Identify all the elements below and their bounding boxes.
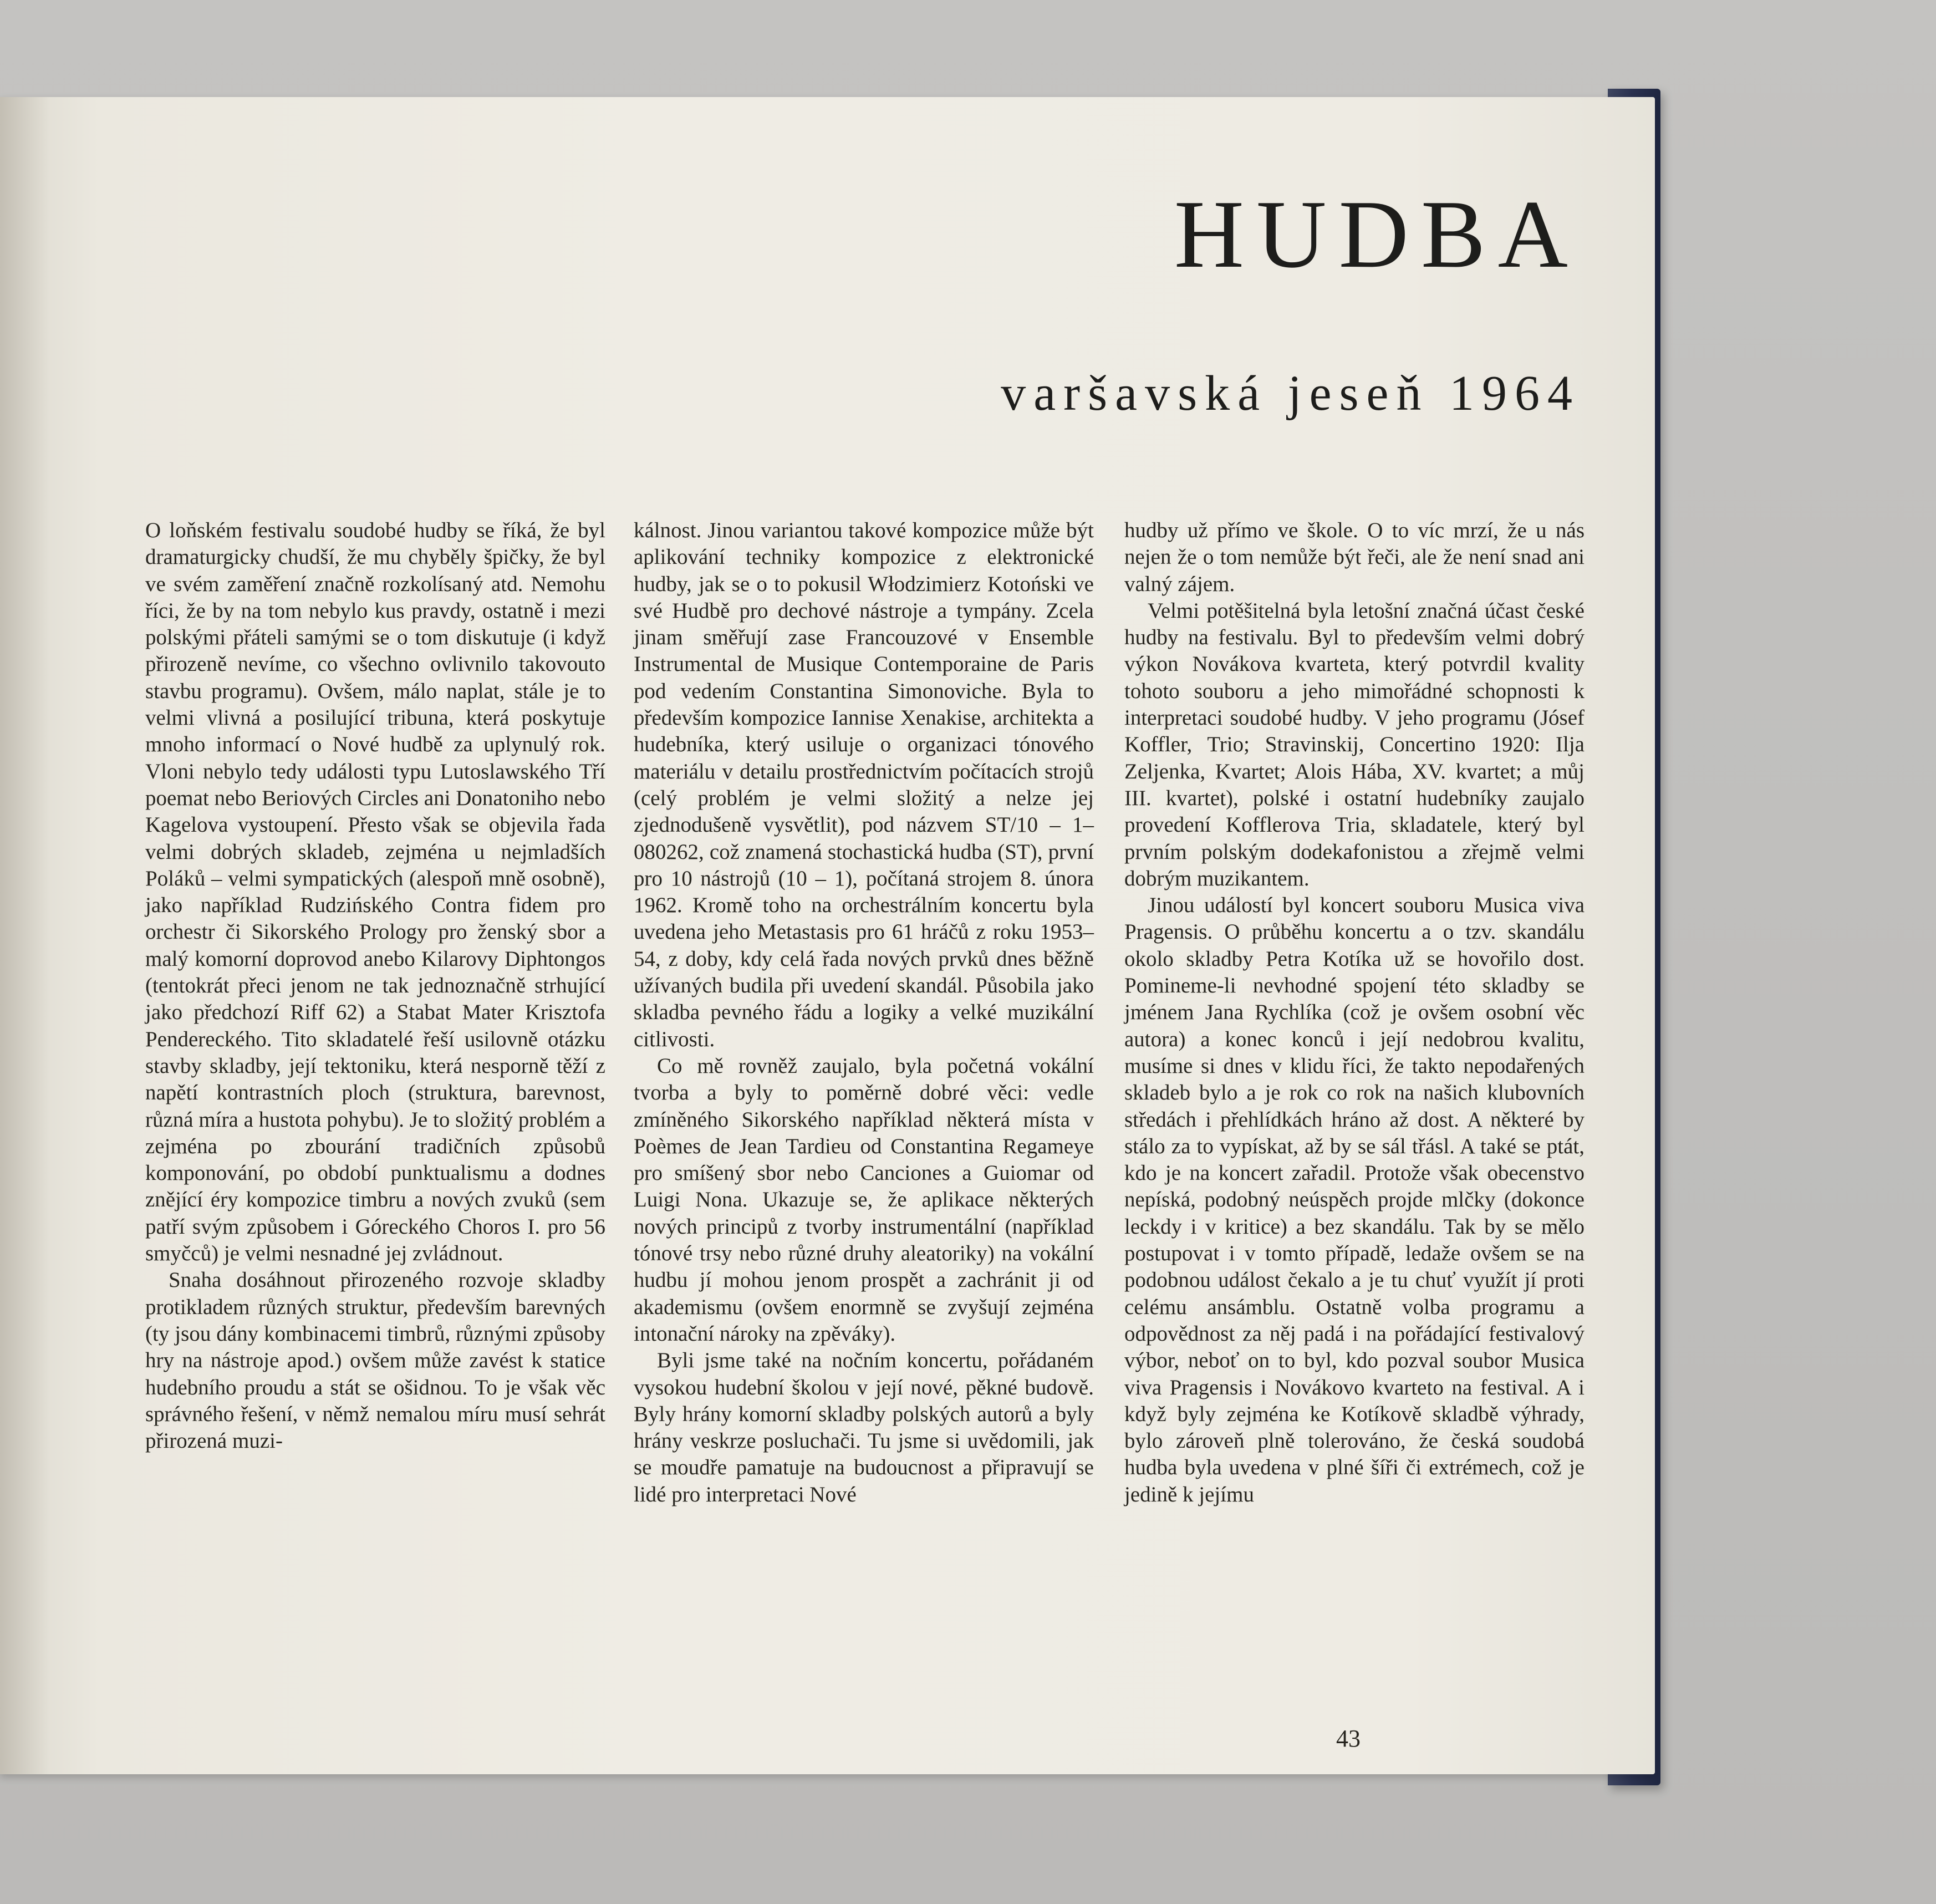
- book-page: [0, 97, 1655, 1774]
- text-column-3: [1124, 517, 1585, 1508]
- paragraph: O loňském festivalu soudobé hudby se říká, že byl dramaturgicky chudší, že mu chyběly špičky, že byl ve svém zaměření značně rozkolísaný atd. Nemohu říci, že by na tom nebylo kus pravdy, ostatně i mezi polskými přáteli samými se o tom diskutuje (i když přirozeně nevíme, co všechno ovlivnilo takovouto stavbu programu). Ovšem, málo naplat, stále je to velmi vlivná a posilující tribuna, která poskytuje mnoho informací o Nové hudbě za uplynulý rok. Vloni nebylo tedy události typu Lutoslawského Tří poemat nebo Beriových Circles ani Donatoniho nebo Kagelova vystoupení. Přesto však se objevila řada velmi dobrých skladeb, zejména u nejmladších Poláků – velmi sympatických (alespoň mně osobně), jako například Rudzińského Contra fidem pro orchestr či Sikorského Prology pro ženský sbor a malý komorní doprovod anebo Kilarovy Diphtongos (tentokrát přeci jenom ne tak jednoznačně strhující jako předchozí Riff 62) a Stabat Mater Krisztofa Pendereckého. Tito skladatelé řeší usilovně otázku stavby skladby, její tektoniku, která nesporně těží z napětí kontrastních ploch (struktura, barevnost, různá míra a hustota pohybu). Je to složitý problém a zejména po zbourání tradičních způsobů komponování, po období punktualismu a dodnes znějící éry kompozice timbru a nových zvuků (sem patří svým způsobem i Góreckého Choros I. pro 56 smyčců) je velmi nesnadné jej zvládnout.: [145, 518, 605, 1266]
- paragraph: Co mě rovněž zaujalo, byla početná vokální tvorba a byly to poměrně dobré věci: vedle zmíněného Sikorského například některá místa v Poèmes de Jean Tardieu od Constantina Regameye pro smíšený sbor nebo Canciones a Guiomar od Luigi Nona. Ukazuje se, že aplikace některých nových principů z tvorby instrumentální (například tónové trsy nebo různé druhy aleatoriky) na vokální hudbu jí mohou jenom prospět a zachránit ji od akademismu (ovšem enormně se zvyšují zejména intonační nároky na zpěváky).: [634, 1053, 1094, 1346]
- paragraph: Jinou událostí byl koncert souboru Musica viva Pragensis. O průběhu koncertu a o tzv. skandálu okolo skladby Petra Kotíka už se hovořilo dost. Pomineme-li nevhodné spojení této skladby se jménem Jana Rychlíka (což je ovšem osobní věc autora) a konec konců i její nedobrou kvalitu, musíme si dnes v klidu říci, že takto nepodařených skladeb bylo a je rok co rok na našich klubovních středách i přehlídkách hráno až dost. A některé by stálo za to vypískat, až by se sál třásl. A také se ptát, kdo je na koncert zařadil. Protože však obecenstvo nepíská, podobný neúspěch projde mlčky (dokonce leckdy i v kritice) a bez skandálu. Tak by se mělo postupovat i v tomto případě, ledaže ovšem se na podobnou událost čekalo a je tu chuť využít jí proti celému ansámblu. Ostatně volba programu a odpovědnost za něj padá i na pořádající festivalový výbor, neboť on to byl, kdo pozval soubor Musica viva Pragensis i Novákovo kvarteto na festival. A i když byly zejména ke Kotíkově skladbě výhrady, bylo zároveň plně tolerováno, že česká soudobá hudba byla uvedena v plné šíři či extrémech, což je jedině k jejímu: [1124, 893, 1585, 1506]
- paragraph: kálnost. Jinou variantou takové kompozice může být aplikování techniky kompozice z elektronické hudby, jak se o to pokusil Włodzimierz Kotoński ve své Hudbě pro dechové nástroje a tympány. Zcela jinam směřují zase Francouzové v Ensemble Instrumental de Musique Contemporaine de Paris pod vedením Constantina Simonoviche. Byla to především kompozice Iannise Xenakise, architekta a hudebníka, který usiluje o organizaci tónového materiálu v detailu prostřednictvím počítacích strojů (celý problém je velmi složitý a nelze jej zjednodušeně vysvětlit), pod názvem ST/10 – 1– 080262, což znamená stochastická hudba (ST), první pro 10 nástrojů (10 – 1), počítaná strojem 8. února 1962. Kromě toho na orchestrálním koncertu byla uvedena jeho Metastasis pro 61 hráčů z roku 1953–54, z doby, kdy celá řada nových prvků dnes běžně užívaných budila při uvedení skandál. Působila jako skladba pevného řádu a logiky a velké muzikální citlivosti.: [634, 518, 1094, 1051]
- gutter-shadow: [0, 97, 50, 1774]
- article-subtitle: varšavská jeseň 1964: [1001, 366, 1580, 421]
- paragraph: Byli jsme také na nočním koncertu, pořádaném vysokou hudební školou v její nové, pěkné budově. Byly hrány komorní skladby polských autorů a byly hrány veskrze posluchači. Tu jsme si uvědomili, jak se moudře pamatuje na budoucnost a připravují se lidé pro interpretaci Nové: [634, 1348, 1094, 1506]
- paragraph: Snaha dosáhnout přirozeného rozvoje skladby protikladem různých struktur, především barevných (ty jsou dány kombinacemi timbrů, různými způsoby hry na nástroje apod.) ovšem může zavést k statice hudebního proudu a stát se ošidnou. To je však věc správného řešení, v němž nemalou míru musí sehrát přirozená muzi-: [145, 1268, 605, 1453]
- paragraph: hudby už přímo ve škole. O to víc mrzí, že u nás nejen že o tom nemůže být řeči, ale že není snad ani valný zájem.: [1124, 518, 1585, 596]
- text-column-1: [145, 517, 605, 1454]
- page-title: HUDBA: [1174, 180, 1580, 288]
- paragraph: Velmi potěšitelná byla letošní značná účast české hudby na festivalu. Byl to především velmi dobrý výkon Novákova kvarteta, který potvrdil kvality tohoto souboru a jeho mimořádné schopnosti k interpretaci soudobé hudby. V jeho programu (Jósef Koffler, Trio; Stravinskij, Concertino 1920: Ilja Zeljenka, Kvartet; Alois Hába, XV. kvartet; a můj III. kvartet), polské i ostatní hudebníky zaujalo provedení Kofflerova Tria, skladatele, který byl prvním polským dodekafonistou a zřejmě velmi dobrým muzikantem.: [1124, 598, 1585, 890]
- text-column-2: [634, 517, 1094, 1508]
- page-number: 43: [1336, 1725, 1361, 1752]
